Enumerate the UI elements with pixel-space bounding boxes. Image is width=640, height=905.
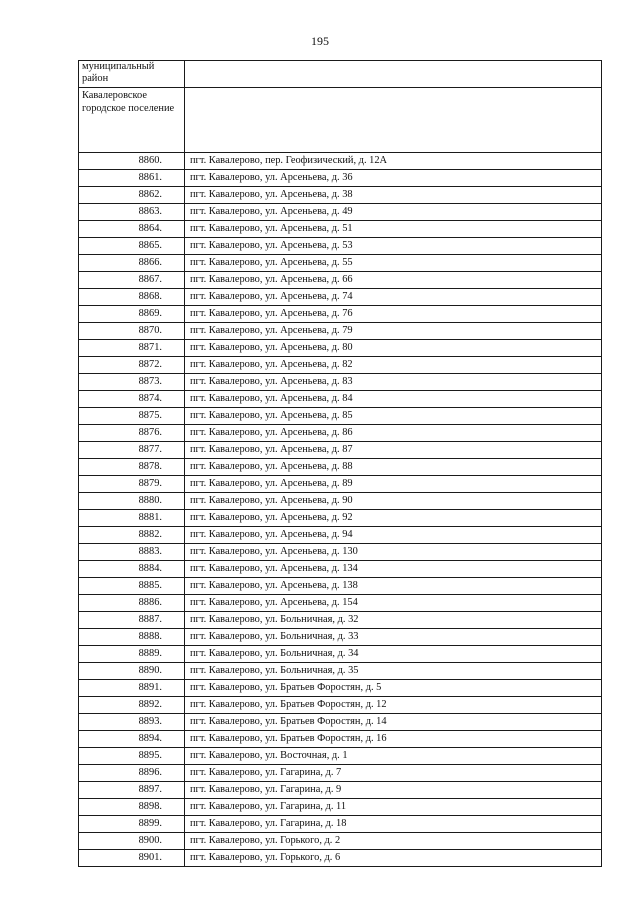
table-row	[79, 816, 602, 833]
table-row	[79, 629, 602, 646]
row-number: 8899.	[79, 816, 185, 833]
row-address: пгт. Кавалерово, ул. Арсеньева, д. 154	[185, 595, 602, 612]
district-value-cell	[185, 61, 602, 88]
table-row	[79, 204, 602, 221]
row-address: пгт. Кавалерово, ул. Арсеньева, д. 83	[185, 374, 602, 391]
table-row	[79, 255, 602, 272]
row-number: 8867.	[79, 272, 185, 289]
row-number: 8875.	[79, 408, 185, 425]
row-address: пгт. Кавалерово, ул. Больничная, д. 35	[185, 663, 602, 680]
row-address: пгт. Кавалерово, ул. Арсеньева, д. 66	[185, 272, 602, 289]
row-number: 8887.	[79, 612, 185, 629]
row-address: пгт. Кавалерово, ул. Арсеньева, д. 94	[185, 527, 602, 544]
table-row	[79, 459, 602, 476]
table-row	[79, 272, 602, 289]
table-row	[79, 476, 602, 493]
table-row	[79, 374, 602, 391]
row-address: пгт. Кавалерово, ул. Гагарина, д. 18	[185, 816, 602, 833]
row-address: пгт. Кавалерово, ул. Арсеньева, д. 86	[185, 425, 602, 442]
row-number: 8892.	[79, 697, 185, 714]
row-address: пгт. Кавалерово, ул. Гагарина, д. 11	[185, 799, 602, 816]
row-number: 8880.	[79, 493, 185, 510]
row-address: пгт. Кавалерово, ул. Арсеньева, д. 53	[185, 238, 602, 255]
table-row	[79, 289, 602, 306]
row-number: 8865.	[79, 238, 185, 255]
row-number: 8889.	[79, 646, 185, 663]
row-address: пгт. Кавалерово, ул. Больничная, д. 34	[185, 646, 602, 663]
row-number: 8886.	[79, 595, 185, 612]
row-address: пгт. Кавалерово, ул. Арсеньева, д. 89	[185, 476, 602, 493]
row-address: пгт. Кавалерово, пер. Геофизический, д. 12А	[185, 153, 602, 170]
table-row	[79, 544, 602, 561]
header-row-settlement	[79, 88, 602, 153]
row-address: пгт. Кавалерово, ул. Арсеньева, д. 134	[185, 561, 602, 578]
row-number: 8863.	[79, 204, 185, 221]
row-address: пгт. Кавалерово, ул. Арсеньева, д. 90	[185, 493, 602, 510]
row-address: пгт. Кавалерово, ул. Арсеньева, д. 55	[185, 255, 602, 272]
row-address: пгт. Кавалерово, ул. Арсеньева, д. 138	[185, 578, 602, 595]
row-address: пгт. Кавалерово, ул. Арсеньева, д. 85	[185, 408, 602, 425]
table-row	[79, 850, 602, 867]
district-label: муниципальный район	[79, 61, 185, 88]
settlement-label: Кавалеровское городское поселение	[79, 88, 185, 153]
row-address: пгт. Кавалерово, ул. Арсеньева, д. 92	[185, 510, 602, 527]
header-row-district	[79, 61, 602, 88]
row-address: пгт. Кавалерово, ул. Арсеньева, д. 51	[185, 221, 602, 238]
table-row	[79, 799, 602, 816]
row-address: пгт. Кавалерово, ул. Арсеньева, д. 76	[185, 306, 602, 323]
row-address: пгт. Кавалерово, ул. Братьев Форостян, д. 5	[185, 680, 602, 697]
table-row	[79, 493, 602, 510]
row-address: пгт. Кавалерово, ул. Горького, д. 6	[185, 850, 602, 867]
row-address: пгт. Кавалерово, ул. Гагарина, д. 7	[185, 765, 602, 782]
row-address: пгт. Кавалерово, ул. Гагарина, д. 9	[185, 782, 602, 799]
row-number: 8898.	[79, 799, 185, 816]
row-number: 8891.	[79, 680, 185, 697]
row-number: 8890.	[79, 663, 185, 680]
row-address: пгт. Кавалерово, ул. Восточная, д. 1	[185, 748, 602, 765]
table-row	[79, 595, 602, 612]
row-number: 8881.	[79, 510, 185, 527]
table-row	[79, 765, 602, 782]
table-row	[79, 527, 602, 544]
row-number: 8895.	[79, 748, 185, 765]
table-row	[79, 306, 602, 323]
row-number: 8884.	[79, 561, 185, 578]
row-address: пгт. Кавалерово, ул. Арсеньева, д. 87	[185, 442, 602, 459]
row-number: 8861.	[79, 170, 185, 187]
table-row	[79, 680, 602, 697]
table-row	[79, 238, 602, 255]
row-number: 8883.	[79, 544, 185, 561]
row-number: 8873.	[79, 374, 185, 391]
row-number: 8896.	[79, 765, 185, 782]
row-address: пгт. Кавалерово, ул. Горького, д. 2	[185, 833, 602, 850]
address-table	[78, 60, 602, 867]
table-row	[79, 340, 602, 357]
table-row	[79, 357, 602, 374]
row-number: 8869.	[79, 306, 185, 323]
table-row	[79, 323, 602, 340]
row-address: пгт. Кавалерово, ул. Арсеньева, д. 79	[185, 323, 602, 340]
row-number: 8868.	[79, 289, 185, 306]
row-number: 8888.	[79, 629, 185, 646]
table-row	[79, 561, 602, 578]
row-address: пгт. Кавалерово, ул. Братьев Форостян, д. 16	[185, 731, 602, 748]
row-number: 8897.	[79, 782, 185, 799]
row-address: пгт. Кавалерово, ул. Больничная, д. 32	[185, 612, 602, 629]
table-row	[79, 408, 602, 425]
row-address: пгт. Кавалерово, ул. Арсеньева, д. 80	[185, 340, 602, 357]
page-number: 195	[311, 34, 329, 48]
table-row	[79, 170, 602, 187]
row-address: пгт. Кавалерово, ул. Братьев Форостян, д. 12	[185, 697, 602, 714]
table-row	[79, 663, 602, 680]
row-number: 8862.	[79, 187, 185, 204]
row-address: пгт. Кавалерово, ул. Арсеньева, д. 130	[185, 544, 602, 561]
row-number: 8866.	[79, 255, 185, 272]
row-address: пгт. Кавалерово, ул. Арсеньева, д. 88	[185, 459, 602, 476]
row-address: пгт. Кавалерово, ул. Арсеньева, д. 84	[185, 391, 602, 408]
row-number: 8878.	[79, 459, 185, 476]
row-number: 8877.	[79, 442, 185, 459]
table-row	[79, 221, 602, 238]
row-number: 8893.	[79, 714, 185, 731]
row-number: 8876.	[79, 425, 185, 442]
row-number: 8870.	[79, 323, 185, 340]
row-number: 8864.	[79, 221, 185, 238]
table-row	[79, 646, 602, 663]
table-row	[79, 612, 602, 629]
address-table-body	[79, 61, 602, 867]
row-number: 8860.	[79, 153, 185, 170]
table-row	[79, 748, 602, 765]
table-row	[79, 153, 602, 170]
table-row	[79, 697, 602, 714]
table-row	[79, 425, 602, 442]
table-row	[79, 391, 602, 408]
table-row	[79, 187, 602, 204]
row-address: пгт. Кавалерово, ул. Арсеньева, д. 82	[185, 357, 602, 374]
row-address: пгт. Кавалерово, ул. Арсеньева, д. 74	[185, 289, 602, 306]
table-row	[79, 833, 602, 850]
row-number: 8872.	[79, 357, 185, 374]
row-address: пгт. Кавалерово, ул. Арсеньева, д. 36	[185, 170, 602, 187]
row-number: 8874.	[79, 391, 185, 408]
table-row	[79, 578, 602, 595]
row-number: 8879.	[79, 476, 185, 493]
row-number: 8885.	[79, 578, 185, 595]
table-row	[79, 782, 602, 799]
row-number: 8882.	[79, 527, 185, 544]
row-address: пгт. Кавалерово, ул. Арсеньева, д. 38	[185, 187, 602, 204]
row-number: 8901.	[79, 850, 185, 867]
table-row	[79, 442, 602, 459]
settlement-value-cell	[185, 88, 602, 153]
row-number: 8900.	[79, 833, 185, 850]
row-address: пгт. Кавалерово, ул. Братьев Форостян, д. 14	[185, 714, 602, 731]
table-row	[79, 714, 602, 731]
table-row	[79, 731, 602, 748]
row-number: 8894.	[79, 731, 185, 748]
table-row	[79, 510, 602, 527]
row-number: 8871.	[79, 340, 185, 357]
row-address: пгт. Кавалерово, ул. Арсеньева, д. 49	[185, 204, 602, 221]
row-address: пгт. Кавалерово, ул. Больничная, д. 33	[185, 629, 602, 646]
